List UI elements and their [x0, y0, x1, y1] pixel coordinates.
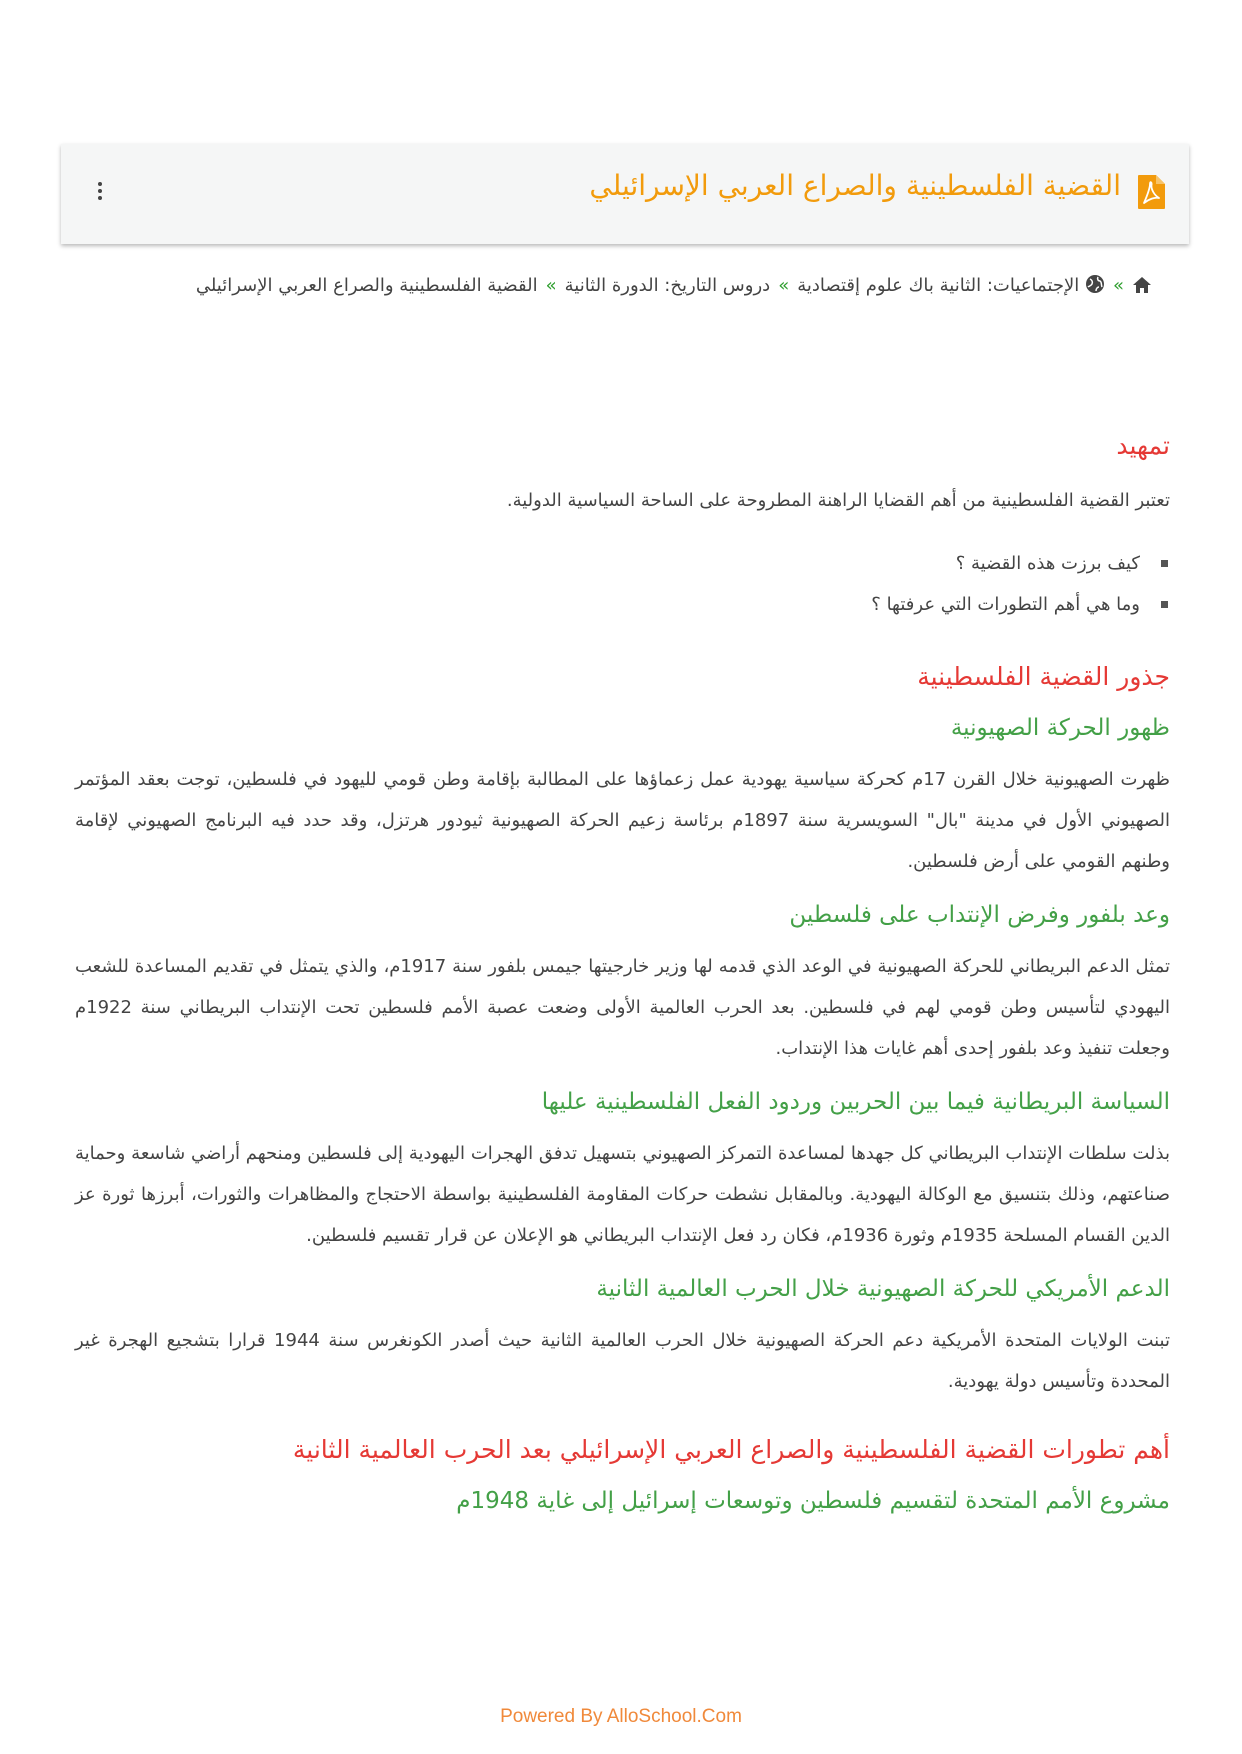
breadcrumb-item-lessons[interactable]: دروس التاريخ: الدورة الثانية: [564, 275, 771, 296]
section-text: ظهرت الصهيونية خلال القرن 17م كحركة سياسية يهودية عمل زعماؤها على المطالبة بإقامة وطن قومي لليهود في فلسطين، توجت بعقد المؤتمر الصهيوني الأول في مدينة "بال" السويسرية سنة 1897م برئاسة زعيم الحركة الصهيونية ثيودور هرتزل، وقد حدد فيه البرنامج الصهيوني لإقامة وطنهم القومي على أرض فلسطين.: [75, 769, 1170, 872]
breadcrumb: [102, 265, 1152, 309]
breadcrumb-separator: »: [545, 275, 557, 296]
lesson-content: [75, 428, 1170, 1532]
roots-heading: جذور القضية الفلسطينية: [917, 662, 1170, 691]
header-card: [61, 144, 1189, 244]
section-title: الدعم الأمريكي للحركة الصهيونية خلال الحرب العالمية الثانية: [596, 1276, 1170, 1302]
more-vertical-icon[interactable]: [96, 182, 104, 206]
intro-heading: تمهيد: [1116, 431, 1170, 460]
section-title: السياسة البريطانية فيما بين الحربين وردود الفعل الفلسطينية عليها: [541, 1089, 1170, 1115]
list-item: وما هي أهم التطورات التي عرفتها ؟: [75, 584, 1140, 625]
developments-heading: أهم تطورات القضية الفلسطينية والصراع العربي الإسرائيلي بعد الحرب العالمية الثانية: [292, 1435, 1170, 1464]
document-title: القضية الفلسطينية والصراع العربي الإسرائيلي: [589, 169, 1121, 202]
home-icon[interactable]: [1132, 268, 1152, 309]
breadcrumb-item-course[interactable]: الإجتماعيات: الثانية باك علوم إقتصادية: [797, 275, 1080, 296]
section-text: تبنت الولايات المتحدة الأمريكية دعم الحركة الصهيونية خلال الحرب العالمية الثانية حيث أصدر الكونغرس سنة 1944 قرارا بتشجيع الهجرة غير المحددة وتأسيس دولة يهودية.: [75, 1330, 1170, 1392]
section-title: وعد بلفور وفرض الإنتداب على فلسطين: [789, 902, 1170, 928]
pdf-file-icon: [1136, 174, 1166, 210]
intro-text: تعتبر القضية الفلسطينية من أهم القضايا الراهنة المطروحة على الساحة السياسية الدولية.: [506, 490, 1170, 511]
section-title: مشروع الأمم المتحدة لتقسيم فلسطين وتوسعات إسرائيل إلى غاية 1948م: [456, 1488, 1170, 1514]
list-item: كيف برزت هذه القضية ؟: [75, 543, 1140, 584]
globe-icon: [1085, 268, 1105, 309]
breadcrumb-separator: »: [778, 275, 790, 296]
section-text: بذلت سلطات الإنتداب البريطاني كل جهدها لمساعدة التمركز الصهيوني بتسهيل تدفق الهجرات اليهودية إلى فلسطين ومنحهم أراضي شاسعة وحماية صناعتهم، وذلك بتنسيق مع الوكالة اليهودية. وبالمقابل نشطت حركات المقاومة الفلسطينية بواسطة الاحتجاج والمظاهرات والثورات، أبرزها ثورة عز الدين القسام المسلحة 1935م وثورة 1936م، فكان رد فعل الإنتداب البريطاني هو الإعلان عن قرار تقسيم فلسطين.: [75, 1143, 1170, 1246]
breadcrumb-item-current: القضية الفلسطينية والصراع العربي الإسرائيلي: [195, 275, 538, 296]
powered-by-footer[interactable]: Powered By AlloSchool.Com: [500, 1706, 742, 1727]
section-text: تمثل الدعم البريطاني للحركة الصهيونية في الوعد الذي قدمه لها وزير خارجيتها جيمس بلفور سنة 1917م، والذي يتمثل في تقديم المساعدة للشعب اليهودي لتأسيس وطن قومي لهم في فلسطين. بعد الحرب العالمية الأولى وضعت عصبة الأمم فلسطين تحت الإنتداب البريطاني سنة 1922م وجعلت تنفيذ وعد بلفور إحدى أهم غايات هذا الإنتداب.: [75, 956, 1171, 1059]
breadcrumb-separator: »: [1112, 275, 1124, 296]
section-title: ظهور الحركة الصهيونية: [950, 715, 1170, 741]
question-list: [75, 543, 1170, 625]
